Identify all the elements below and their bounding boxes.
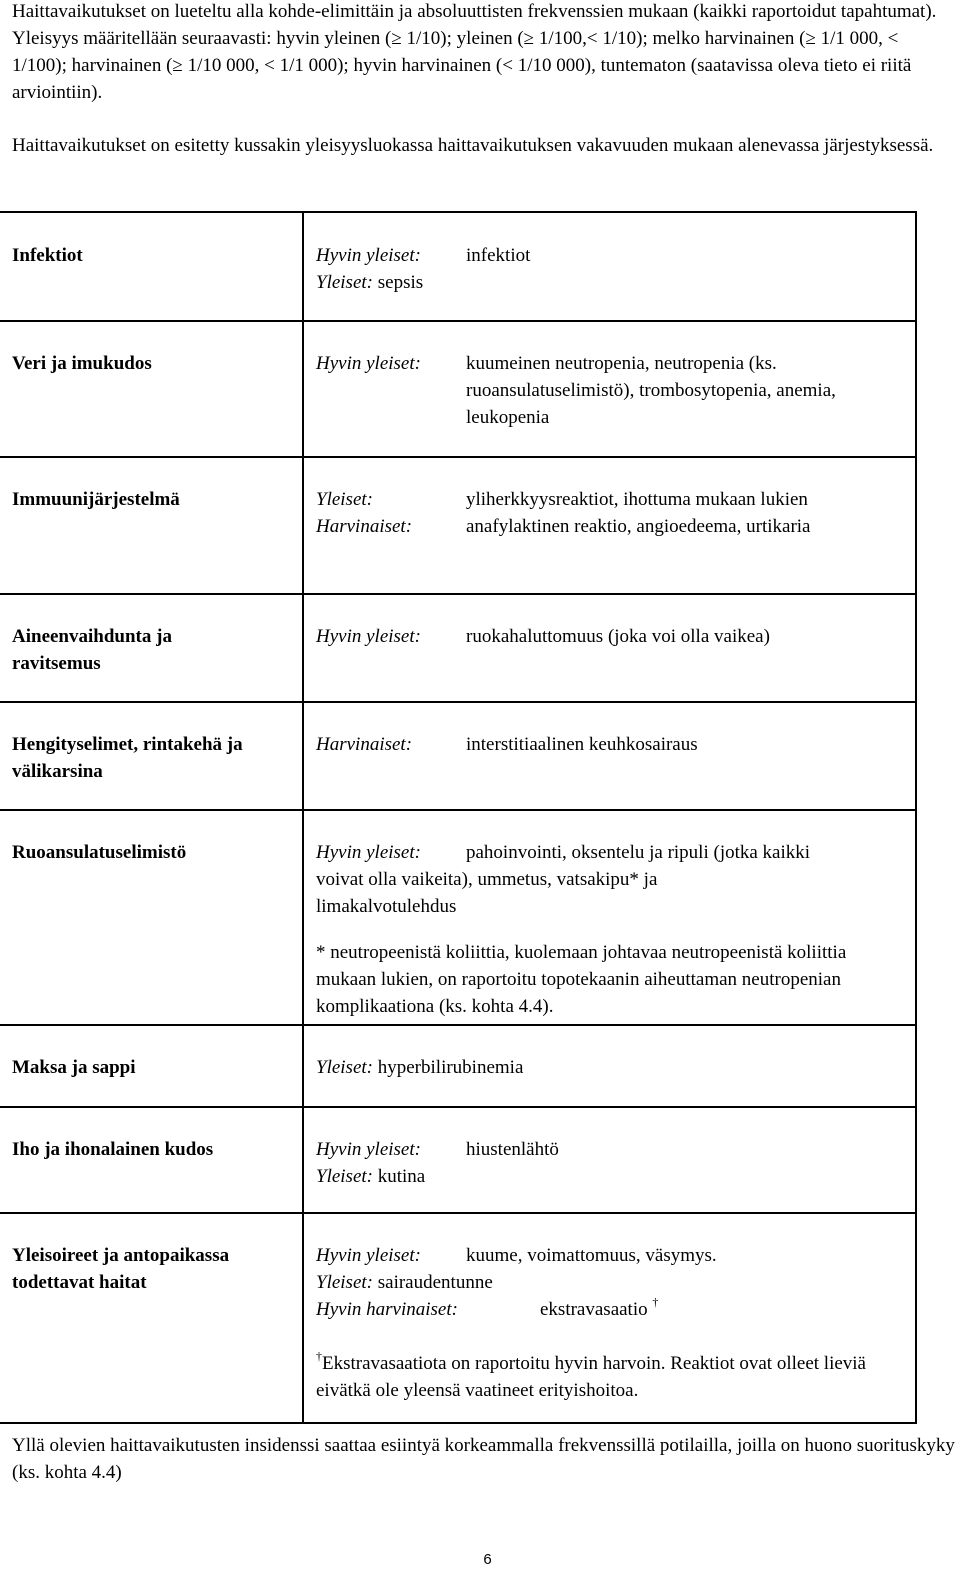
frequency-label: Harvinaiset: <box>316 516 413 537</box>
table-row-immuuni <box>0 456 915 593</box>
effect-text: kuumeinen neutropenia, neutropenia (ks. ruoansulatuselimistö), trombosytopenia, anemia, leukopenia <box>466 353 836 428</box>
frequency-label: Yleiset: <box>316 1272 373 1293</box>
frequency-label: Hyvin yleiset: <box>316 1139 421 1160</box>
organ-class: Hengityselimet, rintakehä ja välikarsina <box>12 734 243 782</box>
table-row-hengitys <box>0 701 915 809</box>
effect-text: hyperbilirubinemia <box>377 1057 524 1078</box>
frequency-label: Yleiset: <box>316 489 373 510</box>
dagger-mark: † <box>316 1348 322 1363</box>
frequency-label: Hyvin yleiset: <box>316 626 421 647</box>
effect-text: interstitiaalinen keuhkosairaus <box>466 734 698 755</box>
frequency-label: Yleiset: <box>316 1166 373 1187</box>
organ-class: Iho ja ihonalainen kudos <box>12 1139 214 1160</box>
frequency-label: Hyvin harvinaiset: <box>316 1299 458 1320</box>
frequency-label: Hyvin yleiset: <box>316 353 421 374</box>
effect-text: ruokahaluttomuus (joka voi olla vaikea) <box>466 626 770 647</box>
table-row-infektiot <box>0 213 915 320</box>
frequency-line <box>316 1163 425 1190</box>
effect-text <box>540 1296 658 1323</box>
table-row-yleisoireet <box>0 1212 915 1422</box>
footnote-text-value: Ekstravasaatiota on raportoitu hyvin harvoin. Reaktiot ovat olleet lieviä eivätkä ole yleensä vaatineet erityishoitoa. <box>316 1353 866 1401</box>
frequency-label: Hyvin yleiset: <box>316 1245 421 1266</box>
effect-text-value: ekstravasaatio <box>540 1299 648 1320</box>
organ-class: Maksa ja sappi <box>12 1057 136 1078</box>
footnote-text <box>316 1350 896 1404</box>
frequency-label: Yleiset: <box>316 1057 373 1078</box>
effect-text: yliherkkyysreaktiot, ihottuma mukaan lukien anafylaktinen reaktio, angioedeema, urtikaria <box>466 489 811 537</box>
organ-class: Veri ja imukudos <box>12 353 152 374</box>
effect-text: kutina <box>377 1166 426 1187</box>
effect-text: sairaudentunne <box>377 1272 493 1293</box>
frequency-line <box>316 1054 523 1081</box>
organ-class: Ruoansulatuselimistö <box>12 842 187 863</box>
effect-text-continued: voivat olla vaikeita), ummetus, vatsakipu* ja limakalvotulehdus <box>316 869 658 917</box>
organ-class: Aineenvaihdunta ja ravitsemus <box>12 626 172 674</box>
ordering-paragraph: Haittavaikutukset on esitetty kussakin yleisyysluokassa haittavaikutuksen vakavuuden mukaan alenevassa järjestyksessä. <box>12 135 934 156</box>
footnote-text: * neutropeenistä koliittia, kuolemaan johtavaa neutropeenistä koliittia mukaan lukien, on raportoitu topotekaanin aiheuttaman neutropenian komplikaationa (ks. kohta 4.4). <box>316 942 847 1017</box>
intro-paragraph: Haittavaikutukset on lueteltu alla kohde-elimittäin ja absoluuttisten frekvenssien mukaan (kaikki raportoidut tapahtumat). Yleisyys määritellään seuraavasti: hyvin yleinen (≥ 1/10); yleinen (≥ 1/100,< 1/10); melko harvinainen (≥ 1/1 000, < 1/100); harvinainen (≥ 1/10 000, < 1/1 000); hyvin harvinainen (< 1/10 000), tuntematon (saatavissa oleva tieto ei riitä arviointiin). <box>12 1 937 103</box>
frequency-line <box>316 269 423 296</box>
effect-text: kuume, voimattomuus, väsymys. <box>466 1245 717 1266</box>
effect-text: infektiot <box>466 245 531 266</box>
adverse-effects-table <box>0 211 917 1424</box>
frequency-label: Hyvin yleiset: <box>316 842 421 863</box>
effect-text: pahoinvointi, oksentelu ja ripuli (jotka kaikki <box>466 842 811 863</box>
table-row-veri <box>0 320 915 456</box>
table-row-ruoansulatus <box>0 809 915 1024</box>
organ-class: Immuunijärjestelmä <box>12 489 180 510</box>
frequency-label: Yleiset: <box>316 272 373 293</box>
organ-class: Yleisoireet ja antopaikassa todettavat haitat <box>12 1245 230 1293</box>
organ-class: Infektiot <box>12 245 83 266</box>
table-row-aineenvaihdunta <box>0 593 915 701</box>
dagger-mark: † <box>652 1294 659 1309</box>
effect-text: sepsis <box>377 272 424 293</box>
frequency-label: Hyvin yleiset: <box>316 245 421 266</box>
frequency-line <box>316 1269 493 1296</box>
effect-text: hiustenlähtö <box>466 1139 559 1160</box>
frequency-label: Harvinaiset: <box>316 734 413 755</box>
table-row-maksa <box>0 1024 915 1106</box>
performance-status-note: Yllä olevien haittavaikutusten insidenssi saattaa esiintyä korkeammalla frekvenssillä potilailla, joilla on huono suorituskyky (ks. kohta 4.4) <box>12 1435 955 1483</box>
page-number: 6 <box>483 1551 492 1568</box>
table-row-iho <box>0 1106 915 1212</box>
